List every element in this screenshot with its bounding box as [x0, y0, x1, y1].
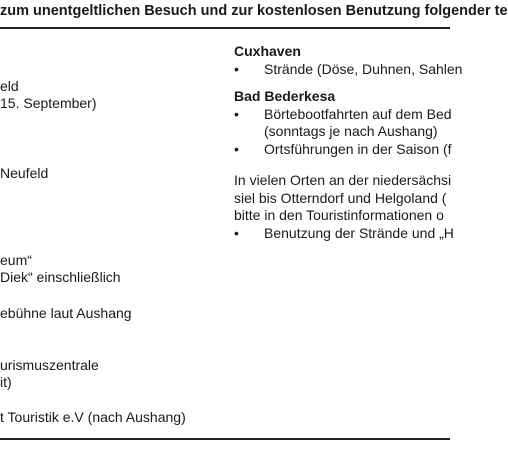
left-line: it) [0, 374, 12, 390]
section-title-bad-bederkesa: Bad Bederkesa [234, 88, 336, 104]
info-paragraph [234, 172, 454, 242]
bullet-icon: • [234, 140, 239, 157]
paragraph-line: bitte in den Touristinformationen o [234, 207, 444, 223]
bullet-icon: • [234, 60, 239, 77]
left-line: eld [0, 78, 19, 94]
list-item [234, 60, 463, 79]
left-line: Diek“ einschließlich [0, 269, 121, 285]
list-item [234, 141, 450, 159]
section-title-cuxhaven: Cuxhaven [234, 43, 301, 59]
left-line: ebühne laut Aushang [0, 305, 132, 321]
left-line: t Touristik e.V (nach Aushang) [0, 409, 186, 425]
bullet-icon: • [234, 224, 239, 241]
section-cuxhaven [234, 43, 463, 78]
list-item-continuation: (sonntags je nach Aushang) [264, 123, 438, 139]
list-item-text: Börtebootfahrten auf dem Bed [264, 105, 452, 122]
left-line: 15. September) [0, 95, 97, 111]
left-line: urismuszentrale [0, 357, 99, 373]
list-item-text: Ortsführungen in der Saison (f [264, 140, 452, 157]
paragraph-line: siel bis Otterndorf und Helgoland ( [234, 189, 447, 206]
paragraph-line: In vielen Orten an der niedersächsi [234, 172, 452, 188]
list-item-text: Benutzung der Strände und „H [264, 224, 454, 241]
list-item-text: Strände (Döse, Duhnen, Sahlen [264, 60, 463, 77]
page-heading: zum unentgeltlichen Besuch und zur kostenlosen Benutzung folgender te [0, 3, 508, 19]
left-column [0, 0, 225, 450]
list-item [234, 106, 450, 124]
left-line: Neufeld [0, 165, 49, 181]
bullet-icon: • [234, 105, 239, 122]
bottom-divider [0, 438, 450, 440]
list-item [234, 224, 454, 243]
right-column [234, 43, 463, 252]
section-bad-bederkesa [234, 88, 450, 158]
left-line: eum“ [0, 252, 32, 268]
